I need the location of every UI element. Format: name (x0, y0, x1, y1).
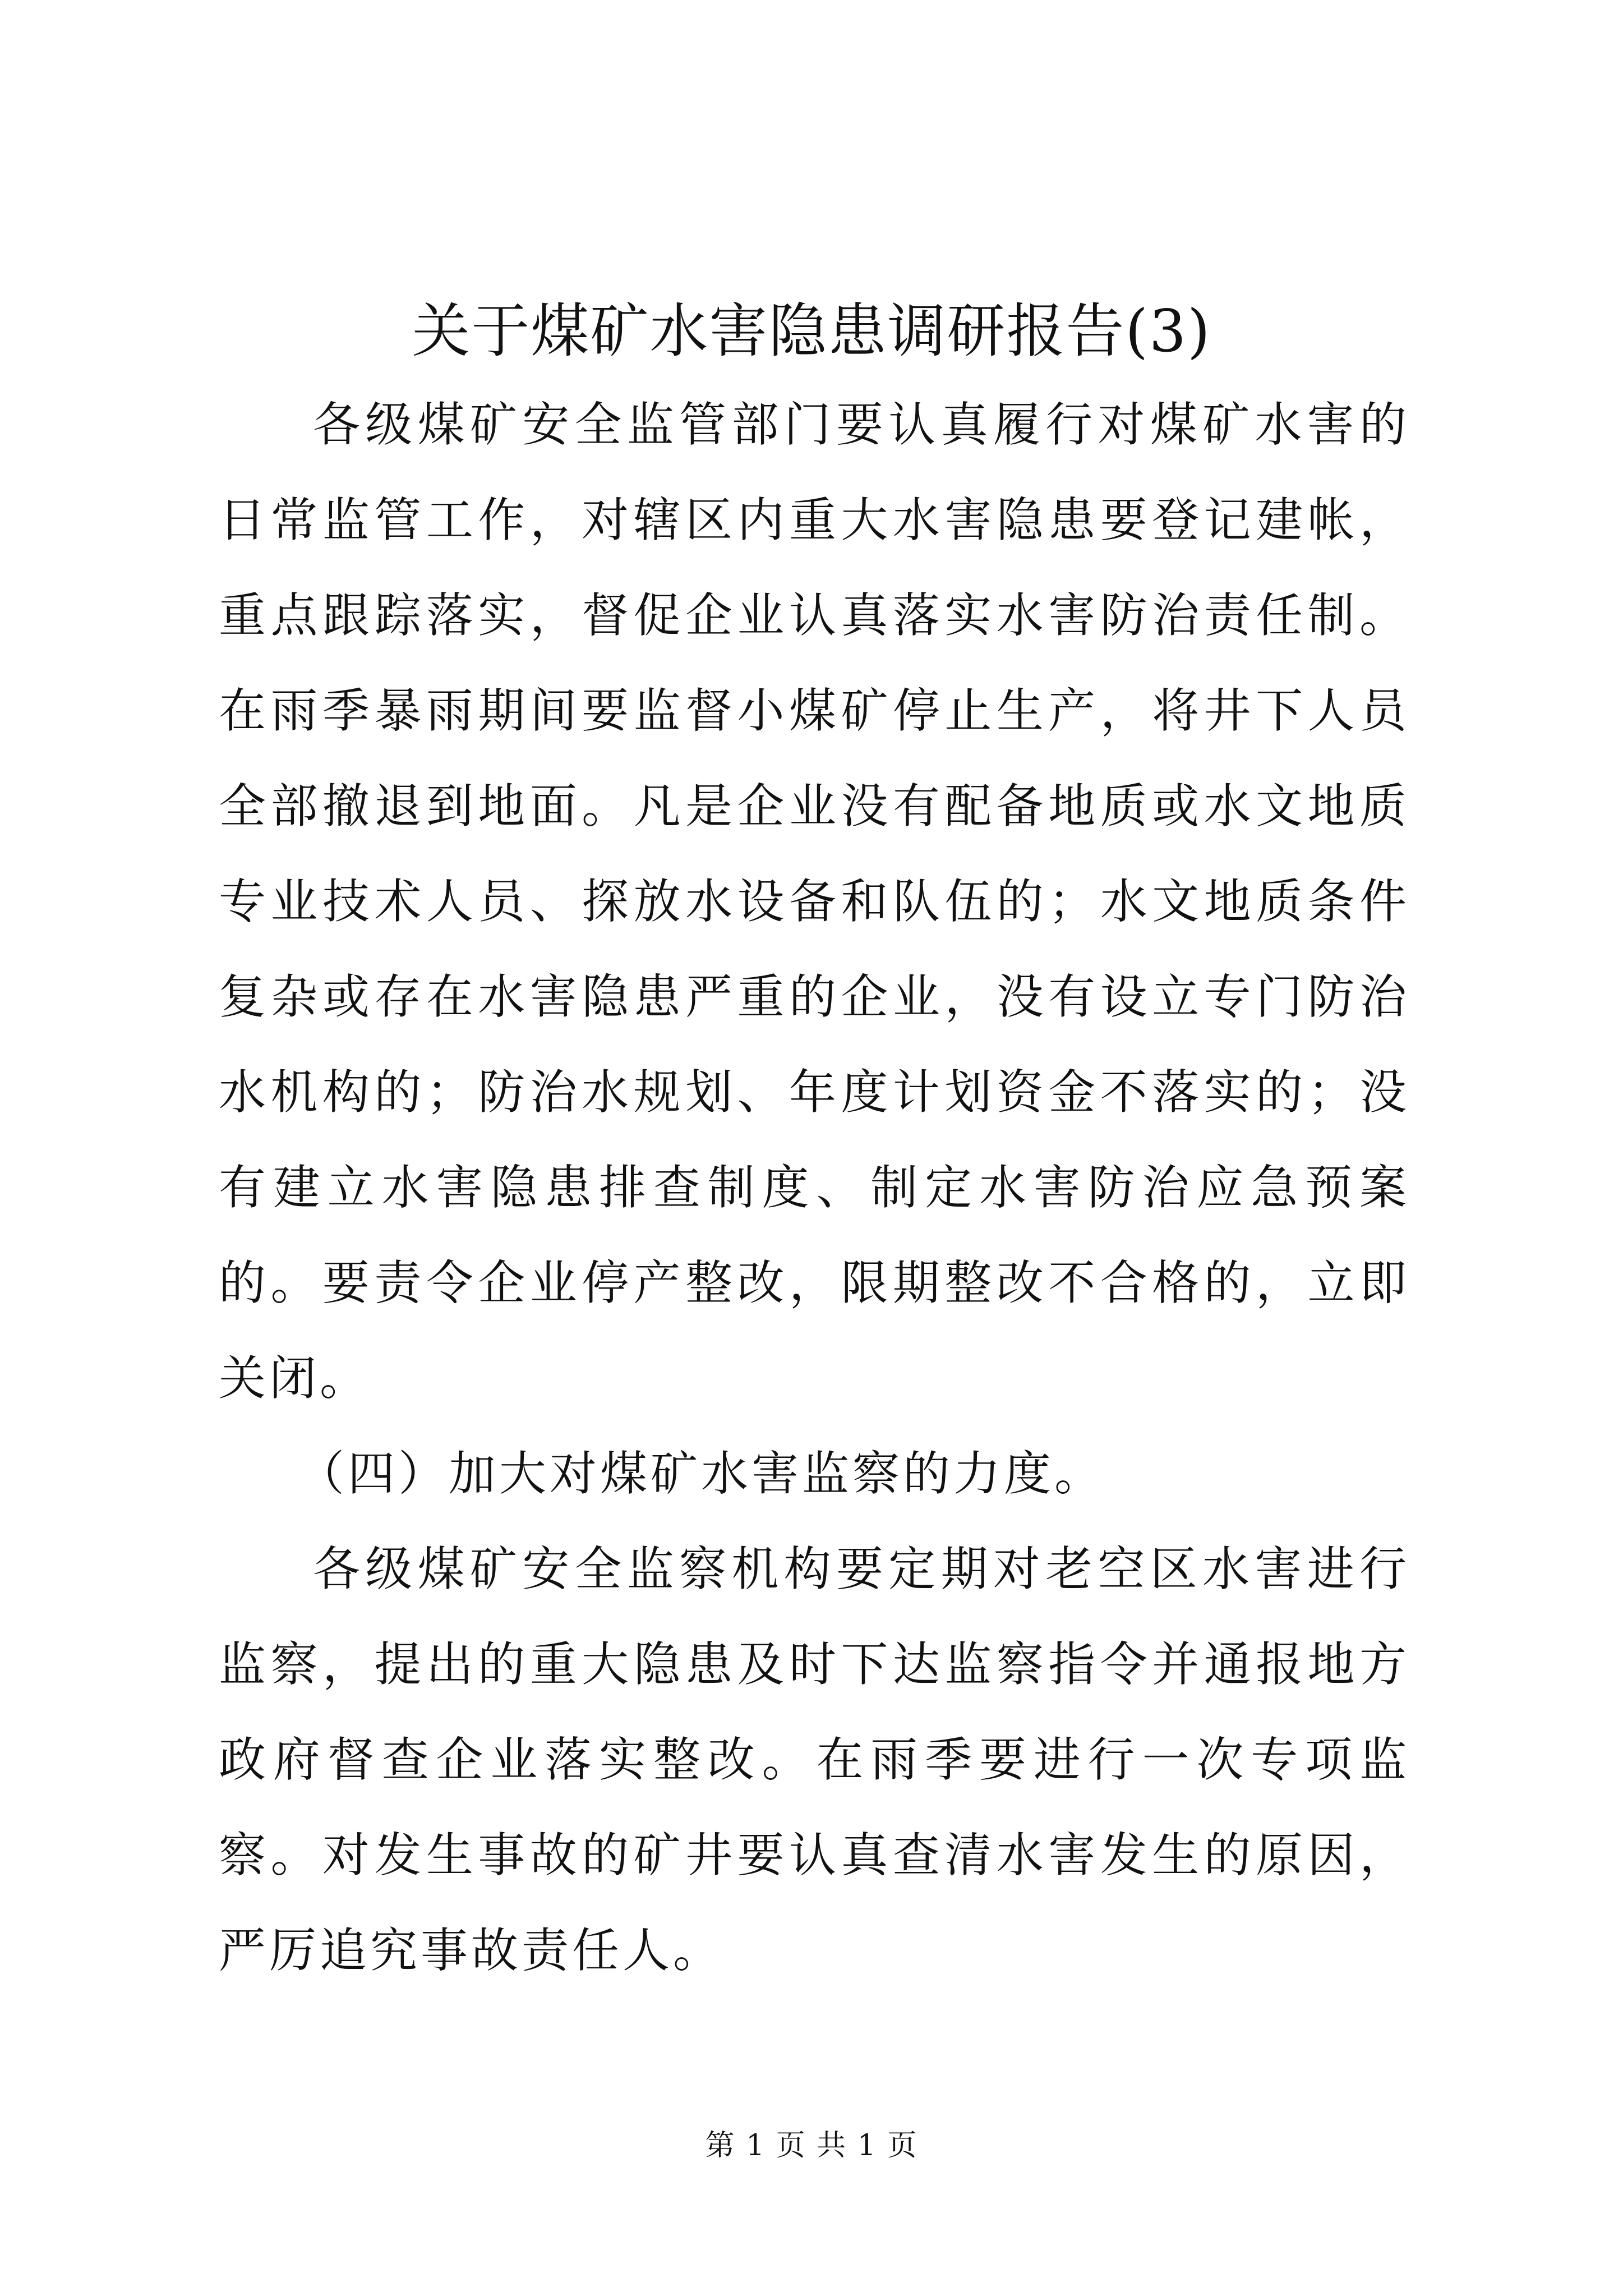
paragraph-inspection: 各级煤矿安全监察机构要定期对老空区水害进行监察，提出的重大隐患及时下达监察指令并通报地方政府督查企业落实整改。在雨季要进行一次专项监察。对发生事故的矿井要认真查清水害发生的原因，严厉追究事故责任人。 (219, 1542, 1410, 1978)
paragraph-supervision: 各级煤矿安全监管部门要认真履行对煤矿水害的日常监管工作，对辖区内重大水害隐患要登记建帐，重点跟踪落实，督促企业认真落实水害防治责任制。在雨季暴雨期间要监督小煤矿停止生产，将井下人员全部撤退到地面。凡是企业没有配备地质或水文地质专业技术人员、探放水设备和队伍的；水文地质条件复杂或存在水害隐患严重的企业，没有设立专门防治水机构的；防治水规划、年度计划资金不落实的；没有建立水害隐患排查制度、制定水害防治应急预案的。要责令企业停产整改，限期整改不合格的，立即关闭。 (219, 397, 1410, 1406)
page-number-footer: 第 1 页 共 1 页 (705, 2129, 918, 2162)
document-body (219, 377, 1410, 1998)
document-title: 关于煤矿水害隐患调研报告(3) (412, 297, 1211, 365)
section-heading-four: （四）加大对煤矿水害监察的力度。 (297, 1446, 1105, 1501)
